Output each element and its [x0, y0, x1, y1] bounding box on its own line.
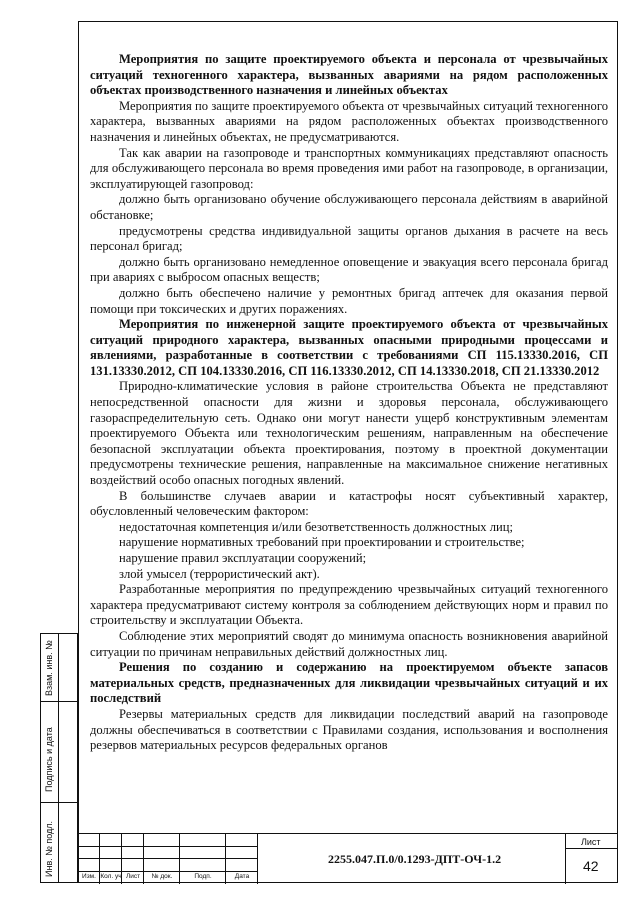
document-body — [90, 52, 608, 754]
document-number: 2255.047.П.0/0.1293-ДПТ-ОЧ-1.2 — [328, 852, 502, 866]
podpis-label: Подпись и дата — [44, 727, 54, 792]
inv-label: Инв. № подл. — [44, 820, 54, 877]
paragraph: злой умысел (террористический акт). — [119, 566, 320, 581]
paragraph: Мероприятия по защите проектируемого объекта от чрезвычайных ситуаций техногенного характера, вызванных авариями на рядом расположенных объектах производственного назначения и линейных объектах, не предусматриваются. — [90, 98, 608, 144]
vzam-label: Взам. инв. № — [44, 640, 54, 696]
col-kol-uch: Кол. уч — [100, 873, 122, 880]
sheet-number: 42 — [583, 858, 599, 874]
paragraph: нарушение нормативных требований при проектировании и строительстве; — [119, 535, 525, 550]
col-data: Дата — [234, 873, 250, 880]
col-izm: Изм. — [82, 873, 96, 880]
section-heading: Мероприятия по защите проектируемого объекта и персонала от чрезвычайных ситуаций техногенного характера, вызванных авариями на рядом расположенных объектах производственного назначения и линейных объектах — [90, 52, 608, 98]
paragraph: должно быть организовано обучение обслуживающего персонала действиям в аварийной обстановке; — [90, 192, 608, 222]
paragraph: должно быть обеспечено наличие у ремонтных бригад аптечек для оказания первой помощи при токсических и других поражениях. — [90, 285, 608, 316]
paragraph: Резервы материальных средств для ликвидации последствий аварий на газопроводе должны обеспечиваться в соответствии с Правилами создания, использования и восполнения резервов материальных ресурсов федеральных органов — [90, 706, 608, 753]
section-heading: Мероприятия по инженерной защите проектируемого объекта от чрезвычайных ситуаций природного характера, вызванных опасными природными процессами и явлениями, разработанные в соответствии с требованиями СП 115.13330.2016, СП 131.13330.2012, СП 104.13330.2016, СП 116.13330.2012, СП 14.13330.2018, СП 21.13330.2012 — [90, 317, 608, 378]
paragraph: Разработанные мероприятия по предупреждению чрезвычайных ситуаций техногенного характера предусматривают систему контроля за соблюдением действующих норм и правил по строительству и эксплуатации Объекта. — [90, 582, 608, 628]
paragraph: нарушение правил эксплуатации сооружений; — [119, 551, 367, 565]
paragraph: Природно-климатические условия в районе строительства Объекта не представляют непосредственной опасности для жизни и здоровья персонала, обслуживающего газораспределительную сеть. Однако они могут нанести ущерб конструктивным элементам проектируемого Объекта или технологическим решениям, направленным на обеспечение безопасной эксплуатации объекта проектирования, поэтому в проектной документации предусмотрены технические решения, направленные на максимальное снижение негативных воздействий особо опасных погодных явлений. — [90, 379, 608, 488]
col-list: Лист — [125, 873, 141, 880]
sheet-label: Лист — [581, 837, 601, 847]
paragraph: должно быть организовано немедленное оповещение и эвакуация всего персонала бригад при авариях с выбросом опасных веществ; — [90, 254, 608, 285]
paragraph: предусмотрены средства индивидуальной защиты органов дыхания в расчете на весь персонал бригад; — [90, 223, 608, 254]
section-heading: Решения по созданию и содержанию на проектируемом объекте запасов материальных средств, предназначенных для ликвидации чрезвычайных ситуаций и их последствий — [90, 660, 608, 706]
paragraph: Так как аварии на газопроводе и транспортных коммуникациях представляют опасность для обслуживающего персонала во время проведения ими работ на газопроводе, в организации, эксплуатирующей газопровод: — [90, 145, 608, 191]
paragraph: недостаточная компетенция и/или безответственность должностных лиц; — [119, 519, 513, 534]
col-podp: Подп. — [194, 873, 212, 880]
paragraph: В большинстве случаев аварии и катастрофы носят субъективный характер, обусловленный человеческим фактором: — [90, 488, 608, 519]
side-stamp — [40, 633, 78, 883]
title-block — [78, 833, 618, 884]
paragraph: Соблюдение этих мероприятий сводят до минимума опасность возникновения аварийной ситуации по причинам неправильных действий должностных лиц. — [90, 628, 608, 659]
col-ndok: № док. — [151, 873, 173, 880]
